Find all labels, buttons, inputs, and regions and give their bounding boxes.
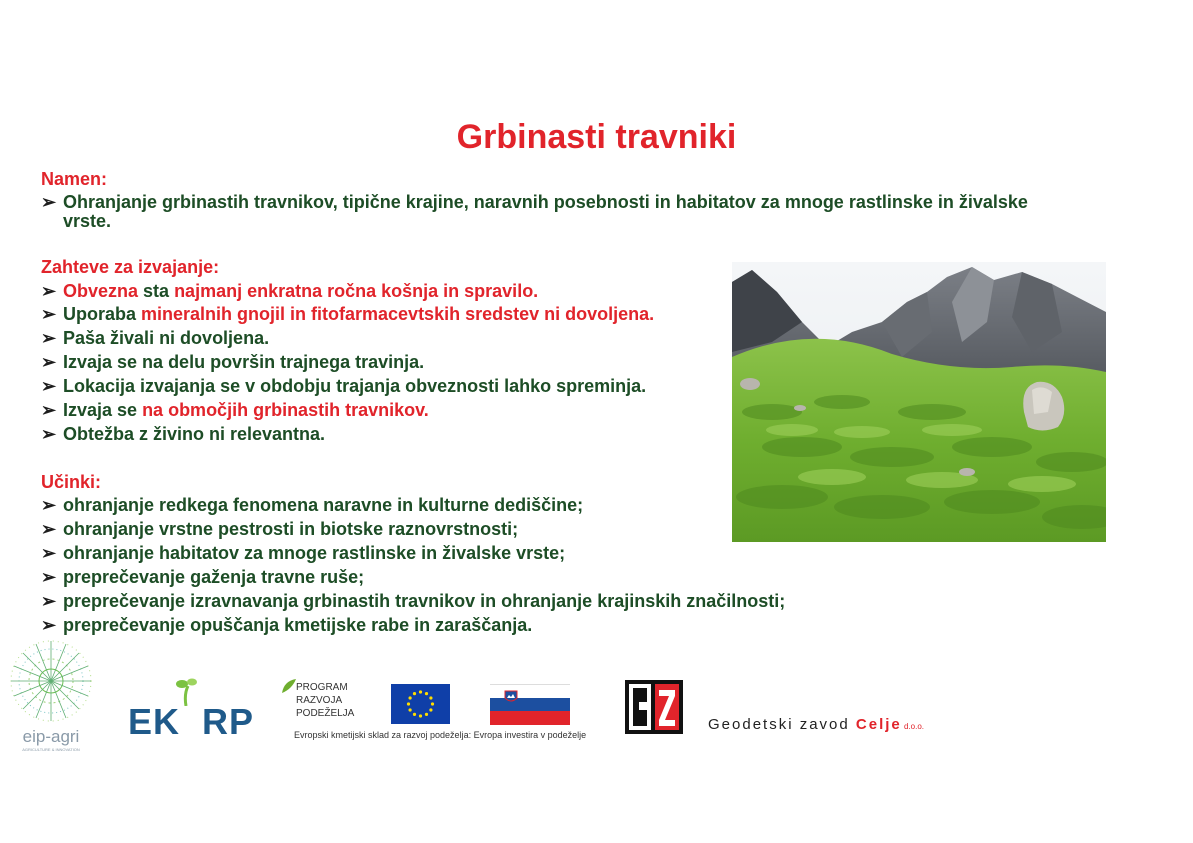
- prp-footer-text: Evropski kmetijski sklad za razvoj podeželja: Evropa investira v podeželje: [294, 730, 587, 740]
- bullet-arrow-icon: ➢: [41, 281, 57, 301]
- ucinki-heading: Učinki:: [41, 472, 102, 492]
- ucinki-item-5: ➢ preprečevanje izravnavanja grbinastih travnikov in ohranjanje krajinskih značilnosti;: [41, 591, 786, 611]
- page-title: Grbinasti travniki: [456, 118, 737, 156]
- ucinki-item-4: ➢ preprečevanje gaženja travne ruše;: [41, 567, 365, 587]
- bullet-arrow-icon: ➢: [41, 495, 57, 515]
- namen-heading: Namen:: [41, 169, 108, 189]
- zahteve-item-2: ➢ Uporaba mineralnih gnojil in fitofarmacevtskih sredstev ni dovoljena.: [41, 304, 655, 324]
- ekrp-logo: EK RP: [128, 676, 258, 746]
- bullet-arrow-icon: ➢: [41, 519, 57, 539]
- gz-logo-icon: [625, 680, 683, 734]
- slovenia-flag-icon: [490, 684, 570, 724]
- gz-company-name: Geodetski zavod Celje d.o.o.: [708, 716, 925, 733]
- bullet-arrow-icon: ➢: [41, 352, 57, 372]
- eip-agri-burst-icon: [6, 636, 96, 726]
- bullet-arrow-icon: ➢: [41, 591, 57, 611]
- ucinki-item-2: ➢ ohranjanje vrstne pestrosti in biotske raznovrstnosti;: [41, 519, 519, 539]
- zahteve-heading: Zahteve za izvajanje:: [41, 257, 220, 277]
- eu-flag-icon: [391, 684, 450, 724]
- zahteve-item-5: ➢ Lokacija izvajanja se v obdobju trajanja obveznosti lahko spreminja.: [41, 376, 647, 396]
- eip-agri-logo: eip-agri AGRICULTURE & INNOVATION: [6, 636, 96, 756]
- bullet-arrow-icon: ➢: [41, 615, 57, 635]
- bullet-arrow-icon: ➢: [41, 400, 57, 420]
- zahteve-item-4: ➢ Izvaja se na delu površin trajnega travinja.: [41, 352, 425, 372]
- namen-item: ➢ Ohranjanje grbinastih travnikov, tipične krajine, naravnih posebnosti in habitatov za mnoge rastlinske in živalske vrste.: [41, 192, 1028, 231]
- ucinki-item-1: ➢ ohranjanje redkega fenomena naravne in kulturne dediščine;: [41, 495, 584, 515]
- slovenia-coat-of-arms-icon: [504, 690, 518, 704]
- bullet-arrow-icon: ➢: [41, 567, 57, 587]
- prp-logo: PROGRAM RAZVOJA PODEŽELJA: [280, 677, 390, 727]
- zahteve-item-3: ➢ Paša živali ni dovoljena.: [41, 328, 270, 348]
- zahteve-item-7: ➢ Obtežba z živino ni relevantna.: [41, 424, 326, 444]
- bullet-arrow-icon: ➢: [41, 424, 57, 444]
- zahteve-item-6: ➢ Izvaja se na območjih grbinastih travnikov.: [41, 400, 429, 420]
- bullet-arrow-icon: ➢: [41, 192, 57, 212]
- ucinki-item-3: ➢ ohranjanje habitatov za mnoge rastlinske in živalske vrste;: [41, 543, 566, 563]
- bullet-arrow-icon: ➢: [41, 376, 57, 396]
- bullet-arrow-icon: ➢: [41, 543, 57, 563]
- bullet-arrow-icon: ➢: [41, 304, 57, 324]
- hummocky-meadow-photo: [732, 262, 1106, 542]
- bullet-arrow-icon: ➢: [41, 328, 57, 348]
- zahteve-item-1: ➢ Obvezna sta najmanj enkratna ročna košnja in spravilo.: [41, 281, 539, 301]
- ucinki-item-6: ➢ preprečevanje opuščanja kmetijske rabe in zaraščanja.: [41, 615, 533, 635]
